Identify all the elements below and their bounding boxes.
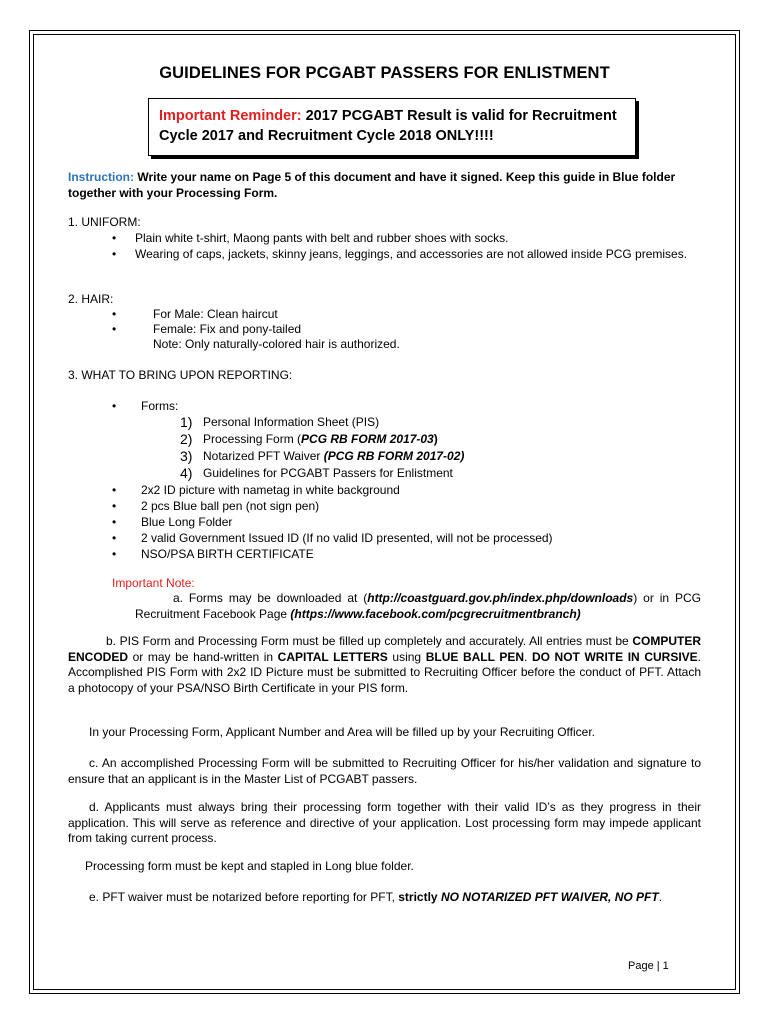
uniform-item-text: Plain white t-shirt, Maong pants with belt and rubber shoes with socks. <box>135 231 509 245</box>
bullet-icon: • <box>112 322 117 336</box>
list-item <box>68 531 701 546</box>
form-number: 4) <box>180 465 193 481</box>
list-item <box>68 247 701 279</box>
note-e-text: . <box>658 890 663 904</box>
note-b-text: b. PIS Form and Processing Form must be filled up completely and accurately. All entries must be <box>106 634 633 648</box>
document-page <box>68 0 701 1024</box>
bring-item-text: 2 pcs Blue ball pen (not sign pen) <box>141 499 320 513</box>
note-e-bold: strictly <box>398 890 441 904</box>
bring-item-text: NSO/PSA BIRTH CERTIFICATE <box>141 547 314 561</box>
note-a-text: ) or in PCG Recruitment Facebook Page <box>135 591 701 621</box>
instruction-text: Write your name on Page 5 of this document and have it signed. Keep this guide in Blue folder together with your Processing Form. <box>68 170 676 200</box>
important-reminder-box <box>148 98 636 156</box>
note-b-bold: COMPUTER ENCODED <box>68 634 701 664</box>
note-b-text: using <box>387 649 426 664</box>
list-item <box>68 231 701 246</box>
important-note-heading: Important Note: <box>112 576 195 590</box>
note-paragraph-processing: In your Processing Form, Applicant Number and Area will be filled up by your Recruiting Officer. <box>89 725 596 739</box>
bullet-icon: • <box>112 483 117 497</box>
reminder-label: Important Reminder: <box>159 108 302 124</box>
list-item <box>68 515 701 530</box>
list-item <box>68 399 701 414</box>
note-b-text: or may be hand-written in <box>128 649 278 664</box>
bring-item-text: 2x2 ID picture with nametag in white background <box>141 483 400 497</box>
uniform-item-text: Wearing of caps, jackets, skinny jeans, leggings, and accessories are not allowed inside PCG premises. <box>135 247 688 261</box>
form-text: Notarized PFT Waiver <box>203 449 324 463</box>
hair-item-text: Female: Fix and pony-tailed <box>153 322 302 336</box>
form-text: Personal Information Sheet (PIS) <box>203 415 380 429</box>
bullet-icon: • <box>112 547 117 561</box>
form-reference: (PCG RB FORM 2017-02) <box>323 449 465 463</box>
list-item <box>68 449 701 466</box>
list-item <box>68 415 701 432</box>
downloads-link[interactable]: http://coastguard.gov.ph/index.php/downloads <box>367 591 634 605</box>
list-item <box>68 322 701 337</box>
list-item <box>68 466 701 483</box>
section-bring-heading: 3. WHAT TO BRING UPON REPORTING: <box>68 368 293 382</box>
form-number: 1) <box>180 414 193 430</box>
instruction-label: Instruction: <box>68 170 134 184</box>
bring-item-text: 2 valid Government Issued ID (If no valid ID presented, will not be processed) <box>141 531 553 545</box>
reminder-text: 2017 PCGABT Result is valid for Recruitment Cycle 2017 and Recruitment Cycle 2018 ONLY!!!! <box>159 108 617 144</box>
list-item <box>68 307 701 322</box>
note-e-emphasis: NO NOTARIZED PFT WAIVER, NO PFT <box>440 890 659 904</box>
bullet-icon: • <box>112 399 117 413</box>
hair-note: Note: Only naturally-colored hair is authorized. <box>153 337 400 351</box>
instruction <box>68 170 701 201</box>
form-text: Processing Form ( <box>203 432 302 446</box>
facebook-link[interactable]: (https://www.facebook.com/pcgrecruitmentbranch) <box>290 606 581 621</box>
note-e-text: e. PFT waiver must be notarized before reporting for PFT, <box>89 890 399 904</box>
note-paragraph-folder: Processing form must be kept and stapled in Long blue folder. <box>85 859 414 873</box>
note-b-bold: DO NOT WRITE IN CURSIVE <box>531 649 698 664</box>
section-hair-heading: 2. HAIR: <box>68 292 114 306</box>
form-reference-close: ) <box>433 432 438 446</box>
list-item <box>68 547 701 562</box>
form-reference: PCG RB FORM 2017-03 <box>301 432 434 446</box>
bullet-icon: • <box>112 247 117 261</box>
form-text: Guidelines for PCGABT Passers for Enlistment <box>203 466 453 480</box>
note-paragraph-c: c. An accomplished Processing Form will be submitted to Recruiting Officer for his/her validation and signature to ensure that an applicant is in the Master List of PCGABT passers. <box>68 756 701 786</box>
bullet-icon: • <box>112 531 117 545</box>
form-number: 2) <box>180 431 193 447</box>
document-title: GUIDELINES FOR PCGABT PASSERS FOR ENLISTMENT <box>159 64 610 82</box>
hair-item-text: For Male: Clean haircut <box>153 307 278 321</box>
list-item <box>68 483 701 498</box>
bring-item-text: Blue Long Folder <box>141 515 233 529</box>
section-uniform-heading: 1. UNIFORM: <box>68 215 141 229</box>
note-paragraph-b <box>68 634 701 696</box>
list-item <box>68 432 701 449</box>
form-number: 3) <box>180 448 193 464</box>
bullet-icon: • <box>112 515 117 529</box>
page-number: Page | 1 <box>628 960 669 972</box>
note-paragraph-e <box>68 890 701 906</box>
note-paragraph-d: d. Applicants must always bring their processing form together with their valid ID’s as they progress in their application. This will serve as reference and directive of your application. Lost processing form may impede applicant from taking current process. <box>68 800 701 845</box>
note-b-text: . Accomplished PIS Form with 2x2 ID Picture must be submitted to Recruiting Officer before the conduct of PFT. Attach a photocopy of your PSA/NSO Birth Certificate in your PIS form. <box>68 649 702 695</box>
note-b-bold: CAPITAL LETTERS <box>277 649 388 664</box>
note-b-bold: BLUE BALL PEN <box>425 649 525 664</box>
bullet-icon: • <box>112 231 117 245</box>
bullet-icon: • <box>112 499 117 513</box>
note-b-text: . <box>524 649 532 664</box>
note-paragraph-a <box>135 591 701 622</box>
bullet-icon: • <box>112 307 117 321</box>
list-item <box>68 499 701 514</box>
note-a-text: a. Forms may be downloaded at ( <box>173 591 368 605</box>
forms-label: Forms: <box>141 399 179 413</box>
